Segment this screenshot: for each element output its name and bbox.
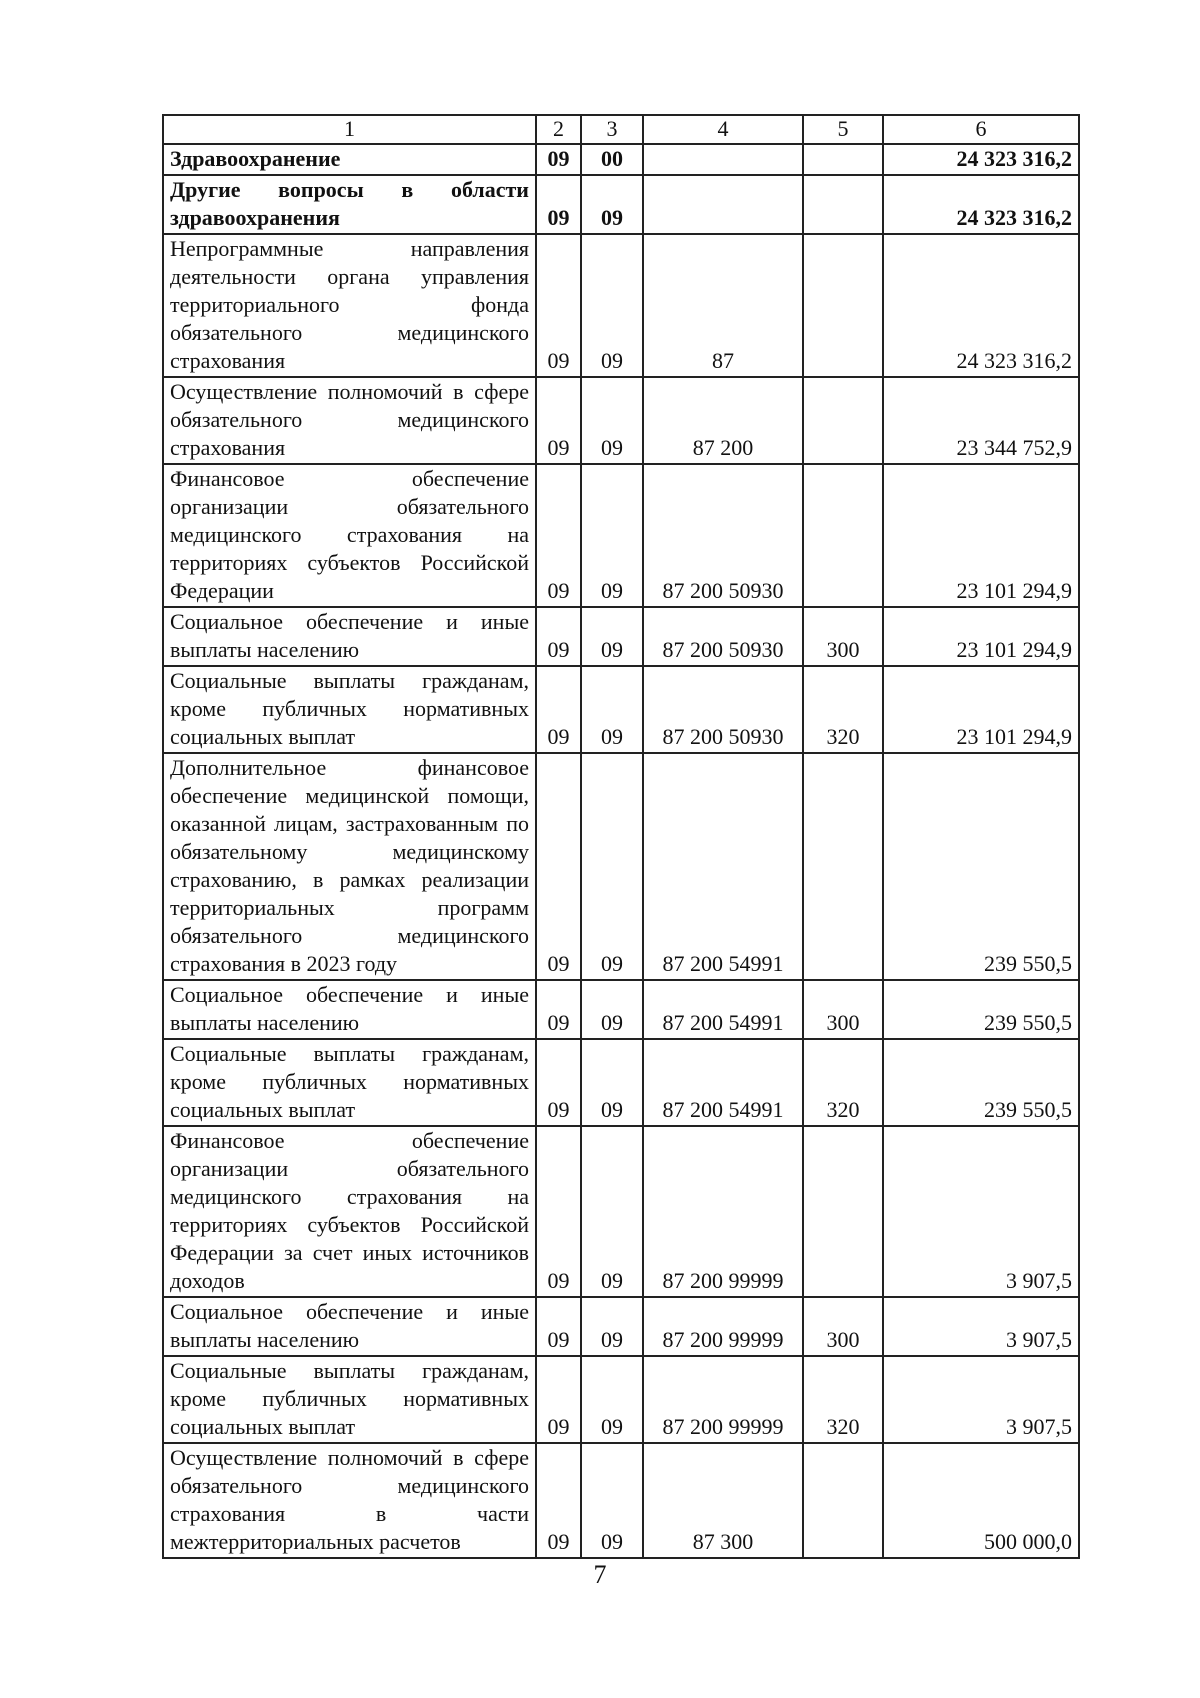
target-article-code: 87 200 99999 — [643, 1297, 803, 1356]
expense-type-code: 320 — [803, 666, 883, 753]
row-description: Здравоохранение — [163, 144, 536, 175]
section-code: 09 — [536, 980, 581, 1039]
target-article-code: 87 200 54991 — [643, 1039, 803, 1126]
target-article-code: 87 200 99999 — [643, 1126, 803, 1297]
table-row — [163, 464, 1079, 607]
section-code: 09 — [536, 1297, 581, 1356]
row-description: Непрограммные направления деятельности органа управления территориального фонда обязательного медицинского страхования — [163, 234, 536, 377]
target-article-code: 87 200 — [643, 377, 803, 464]
row-description: Финансовое обеспечение организации обязательного медицинского страхования на территориях субъектов Российской Федерации за счет иных источников доходов — [163, 1126, 536, 1297]
target-article-code: 87 200 54991 — [643, 980, 803, 1039]
section-code: 09 — [536, 607, 581, 666]
table-row — [163, 175, 1079, 234]
subsection-code: 00 — [581, 144, 643, 175]
expense-type-code: 320 — [803, 1039, 883, 1126]
header-col-4: 4 — [643, 115, 803, 144]
subsection-code: 09 — [581, 1297, 643, 1356]
section-code: 09 — [536, 1039, 581, 1126]
target-article-code — [643, 144, 803, 175]
row-description: Финансовое обеспечение организации обязательного медицинского страхования на территориях субъектов Российской Федерации — [163, 464, 536, 607]
amount: 24 323 316,2 — [883, 175, 1079, 234]
amount: 239 550,5 — [883, 980, 1079, 1039]
table-row — [163, 234, 1079, 377]
amount: 3 907,5 — [883, 1297, 1079, 1356]
table-header — [163, 115, 1079, 144]
section-code: 09 — [536, 234, 581, 377]
section-code: 09 — [536, 175, 581, 234]
expense-type-code — [803, 1443, 883, 1558]
target-article-code: 87 200 50930 — [643, 464, 803, 607]
amount: 23 101 294,9 — [883, 666, 1079, 753]
target-article-code: 87 — [643, 234, 803, 377]
row-description: Социальное обеспечение и иные выплаты населению — [163, 980, 536, 1039]
header-col-1: 1 — [163, 115, 536, 144]
row-description: Социальное обеспечение и иные выплаты населению — [163, 607, 536, 666]
target-article-code: 87 200 99999 — [643, 1356, 803, 1443]
expense-type-code — [803, 1126, 883, 1297]
subsection-code: 09 — [581, 464, 643, 607]
row-description: Социальные выплаты гражданам, кроме публичных нормативных социальных выплат — [163, 1356, 536, 1443]
table-body — [163, 144, 1079, 1558]
section-code: 09 — [536, 377, 581, 464]
expense-type-code — [803, 175, 883, 234]
target-article-code: 87 200 50930 — [643, 666, 803, 753]
header-row — [163, 115, 1079, 144]
section-code: 09 — [536, 753, 581, 980]
table-row — [163, 1039, 1079, 1126]
header-col-2: 2 — [536, 115, 581, 144]
amount: 500 000,0 — [883, 1443, 1079, 1558]
section-code: 09 — [536, 1126, 581, 1297]
subsection-code: 09 — [581, 753, 643, 980]
target-article-code: 87 200 54991 — [643, 753, 803, 980]
row-description: Социальные выплаты гражданам, кроме публичных нормативных социальных выплат — [163, 666, 536, 753]
expense-type-code — [803, 144, 883, 175]
expense-type-code: 300 — [803, 1297, 883, 1356]
row-description: Социальное обеспечение и иные выплаты населению — [163, 1297, 536, 1356]
table-row — [163, 753, 1079, 980]
section-code: 09 — [536, 144, 581, 175]
row-description: Другие вопросы в области здравоохранения — [163, 175, 536, 234]
table-row — [163, 980, 1079, 1039]
page-number: 7 — [593, 1560, 607, 1589]
row-description: Осуществление полномочий в сфере обязательного медицинского страхования в части межтерриториальных расчетов — [163, 1443, 536, 1558]
target-article-code — [643, 175, 803, 234]
amount: 23 101 294,9 — [883, 464, 1079, 607]
table-row — [163, 1126, 1079, 1297]
expense-type-code: 320 — [803, 1356, 883, 1443]
section-code: 09 — [536, 1356, 581, 1443]
subsection-code: 09 — [581, 1039, 643, 1126]
section-code: 09 — [536, 666, 581, 753]
subsection-code: 09 — [581, 980, 643, 1039]
expense-type-code: 300 — [803, 607, 883, 666]
subsection-code: 09 — [581, 234, 643, 377]
row-description: Дополнительное финансовое обеспечение медицинской помощи, оказанной лицам, застрахованным по обязательному медицинскому страхованию, в рамках реализации территориальных программ обязательного медицинского страхования в 2023 году — [163, 753, 536, 980]
amount: 3 907,5 — [883, 1126, 1079, 1297]
table-row — [163, 666, 1079, 753]
subsection-code: 09 — [581, 666, 643, 753]
subsection-code: 09 — [581, 175, 643, 234]
subsection-code: 09 — [581, 377, 643, 464]
header-col-3: 3 — [581, 115, 643, 144]
subsection-code: 09 — [581, 1356, 643, 1443]
expense-type-code — [803, 377, 883, 464]
table-row — [163, 144, 1079, 175]
target-article-code: 87 200 50930 — [643, 607, 803, 666]
table-row — [163, 1356, 1079, 1443]
table-row — [163, 1297, 1079, 1356]
amount: 239 550,5 — [883, 753, 1079, 980]
table-row — [163, 1443, 1079, 1558]
subsection-code: 09 — [581, 1126, 643, 1297]
amount: 24 323 316,2 — [883, 234, 1079, 377]
header-col-6: 6 — [883, 115, 1079, 144]
expense-type-code — [803, 464, 883, 607]
budget-table — [162, 114, 1080, 1559]
subsection-code: 09 — [581, 1443, 643, 1558]
expense-type-code — [803, 234, 883, 377]
table-row — [163, 377, 1079, 464]
amount: 239 550,5 — [883, 1039, 1079, 1126]
row-description: Социальные выплаты гражданам, кроме публичных нормативных социальных выплат — [163, 1039, 536, 1126]
table-row — [163, 607, 1079, 666]
amount: 23 101 294,9 — [883, 607, 1079, 666]
amount: 3 907,5 — [883, 1356, 1079, 1443]
subsection-code: 09 — [581, 607, 643, 666]
row-description: Осуществление полномочий в сфере обязательного медицинского страхования — [163, 377, 536, 464]
header-col-5: 5 — [803, 115, 883, 144]
amount: 24 323 316,2 — [883, 144, 1079, 175]
target-article-code: 87 300 — [643, 1443, 803, 1558]
amount: 23 344 752,9 — [883, 377, 1079, 464]
expense-type-code — [803, 753, 883, 980]
expense-type-code: 300 — [803, 980, 883, 1039]
section-code: 09 — [536, 1443, 581, 1558]
section-code: 09 — [536, 464, 581, 607]
